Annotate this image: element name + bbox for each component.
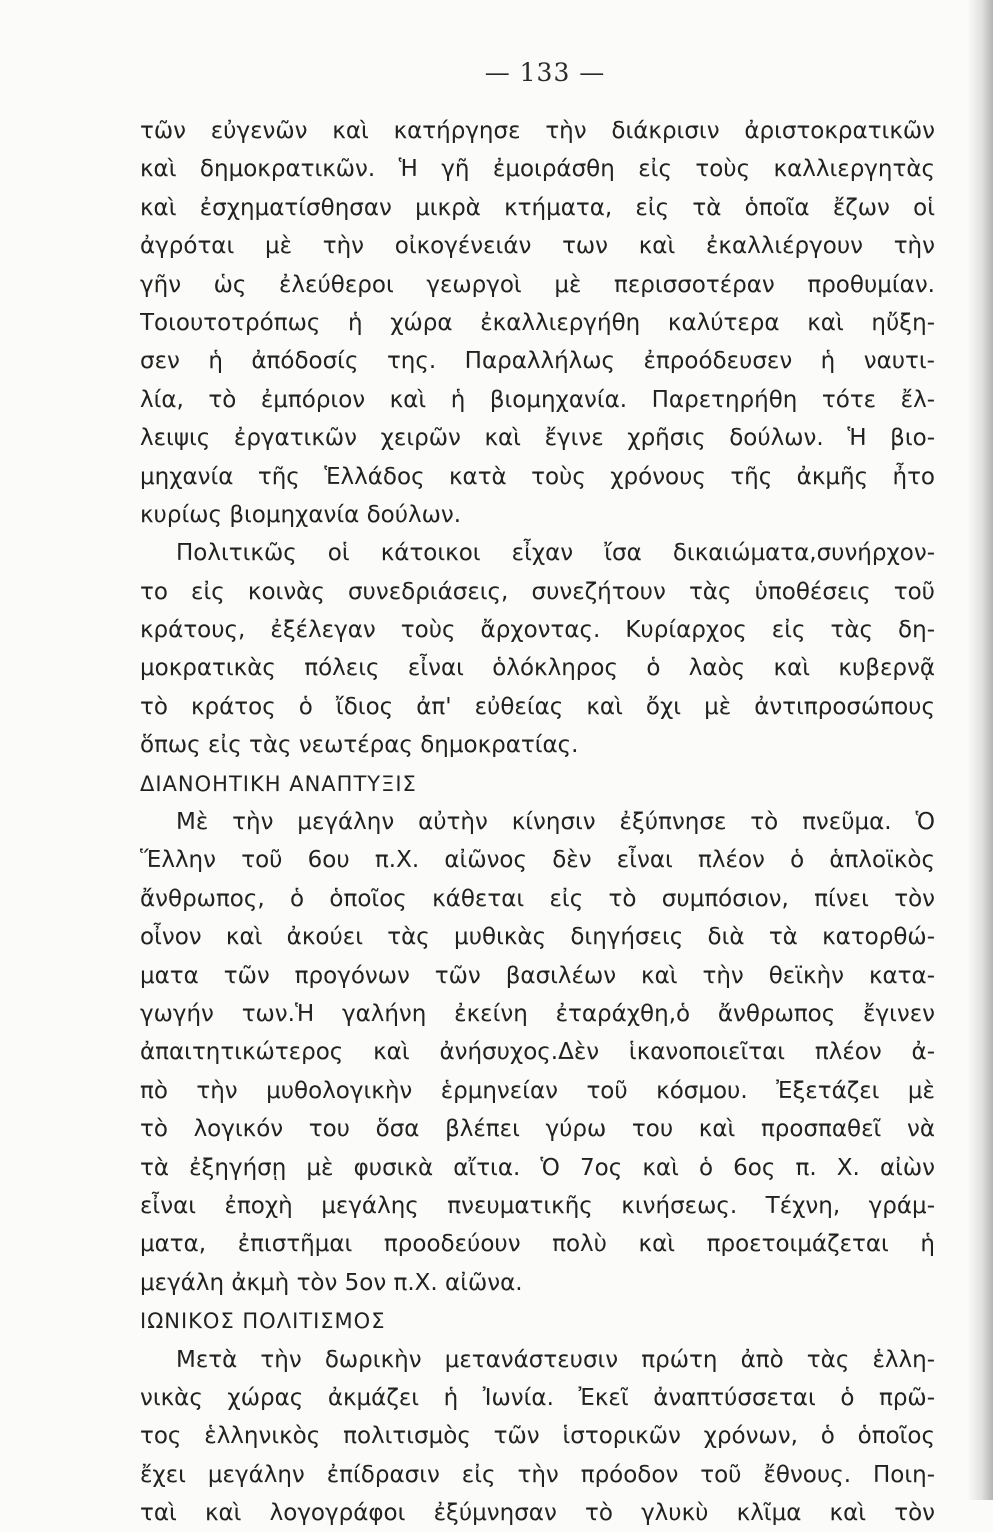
text-line: σεν ἡ ἀπόδοσίς της. Παραλλήλως ἐπροόδευσεν ἡ ναυτι- (140, 348, 935, 375)
text-line: ἄνθρωπος, ὁ ὁποῖος κάθεται εἰς τὸ συμπόσιον, πίνει τὸν (140, 885, 935, 912)
text-line: Τοιουτοτρόπως ἡ χώρα ἐκαλλιεργήθη καλύτερα καὶ ηὔξη- (140, 309, 935, 336)
text-line: λειψις ἐργατικῶν χειρῶν καὶ ἔγινε χρῆσις δούλων. Ἡ βιο- (140, 425, 935, 452)
section-heading: ΙΩΝΙΚΟΣ ΠΟΛΙΤΙΣΜΟΣ (140, 1309, 386, 1334)
text-line: Μὲ τὴν μεγάλην αὐτὴν κίνησιν ἐξύπνησε τὸ πνεῦμα. Ὁ (176, 809, 935, 836)
text-line: Πολιτικῶς οἱ κάτοικοι εἶχαν ἴσα δικαιώματα,συνήρχον- (176, 540, 935, 567)
text-line: τὸ λογικόν του ὅσα βλέπει γύρω του καὶ προσπαθεῖ νὰ (140, 1116, 935, 1143)
text-line: ματα, ἐπιστῆμαι προοδεύουν πολὺ καὶ προετοιμάζεται ἡ (140, 1231, 935, 1258)
text-line: γῆν ὡς ἐλεύθεροι γεωργοὶ μὲ περισσοτέραν προθυμίαν. (140, 271, 935, 298)
text-line: ἔχει μεγάλην ἐπίδρασιν εἰς τὴν πρόοδον τοῦ ἔθνους. Ποιη- (140, 1461, 935, 1488)
text-line: ματα τῶν προγόνων τῶν βασιλέων καὶ τὴν θεϊκὴν κατα- (140, 962, 935, 989)
text-line: ἀπαιτητικώτερος καὶ ἀνήσυχος.Δὲν ἱκανοποιεῖται πλέον ἀ- (140, 1039, 935, 1066)
text-line: γωγήν των.Ἡ γαλήνη ἐκείνη ἐταράχθη,ὁ ἄνθρωπος ἔγινεν (140, 1000, 935, 1027)
text-line: Μετὰ τὴν δωρικὴν μετανάστευσιν πρώτη ἀπὸ τὰς ἑλλη- (176, 1346, 935, 1373)
text-line: νικὰς χώρας ἀκμάζει ἡ Ἰωνία. Ἐκεῖ ἀναπτύσσεται ὁ πρῶ- (140, 1384, 935, 1411)
text-line: μοκρατικὰς πόλεις εἶναι ὁλόκληρος ὁ λαὸς καὶ κυβερνᾷ (140, 655, 935, 682)
body-text (140, 112, 935, 1532)
text-line: μεγάλη ἀκμὴ τὸν 5ον π.Χ. αἰῶνα. (140, 1269, 523, 1296)
text-line: τὸ κράτος ὁ ἴδιος ἀπ' εὐθείας καὶ ὄχι μὲ ἀντιπροσώπους (140, 693, 935, 720)
page-number: — 133 — (484, 58, 606, 87)
text-line: καὶ ἐσχηματίσθησαν μικρὰ κτήματα, εἰς τὰ ὁποῖα ἔζων οἱ (140, 194, 935, 221)
section-heading: ΔΙΑΝΟΗΤΙΚΗ ΑΝΑΠΤΥΞΙΣ (140, 771, 417, 796)
text-line: τῶν εὐγενῶν καὶ κατήργησε τὴν διάκρισιν ἀριστοκρατικῶν (140, 118, 935, 144)
text-line: κυρίως βιομηχανία δούλων. (140, 501, 462, 528)
text-line: ἀγρόται μὲ τὴν οἰκογένειάν των καὶ ἐκαλλιέργουν τὴν (140, 233, 935, 260)
text-line: εἶναι ἐποχὴ μεγάλης πνευματικῆς κινήσεως. Τέχνη, γράμ- (140, 1192, 935, 1219)
text-line: οἶνον καὶ ἀκούει τὰς μυθικὰς διηγήσεις διὰ τὰ κατορθώ- (140, 924, 935, 951)
text-line: τὰ ἐξηγήσῃ μὲ φυσικὰ αἴτια. Ὁ 7ος καὶ ὁ 6ος π. Χ. αἰὼν (140, 1154, 935, 1181)
text-line: τος ἑλληνικὸς πολιτισμὸς τῶν ἱστορικῶν χρόνων, ὁ ὁποῖος (140, 1423, 935, 1450)
text-line: πὸ τὴν μυθολογικὴν ἑρμηνείαν τοῦ κόσμου. Ἐξετάζει μὲ (140, 1077, 935, 1104)
text-line: το εἰς κοινὰς συνεδριάσεις, συνεζήτουν τὰς ὑποθέσεις τοῦ (140, 578, 935, 605)
text-line: καὶ δημοκρατικῶν. Ἡ γῆ ἐμοιράσθη εἰς τοὺς καλλιεργητὰς (140, 156, 935, 183)
text-line: ταὶ καὶ λογογράφοι ἐξύμνησαν τὸ γλυκὺ κλῖμα καὶ τὸν (140, 1500, 935, 1527)
text-line: μηχανία τῆς Ἑλλάδος κατὰ τοὺς χρόνους τῆς ἀκμῆς ἦτο (140, 463, 935, 490)
text-line: ὅπως εἰς τὰς νεωτέρας δημοκρατίας. (140, 732, 579, 759)
page-edge-shadow (967, 0, 993, 1500)
text-line: Ἕλλην τοῦ 6ου π.Χ. αἰῶνος δὲν εἶναι πλέον ὁ ἁπλοϊκὸς (140, 847, 935, 874)
text-line: λία, τὸ ἐμπόριον καὶ ἡ βιομηχανία. Παρετηρήθη τότε ἔλ- (140, 386, 935, 413)
text-line: κράτους, ἐξέλεγαν τοὺς ἄρχοντας. Κυρίαρχος εἰς τὰς δη- (140, 617, 935, 644)
